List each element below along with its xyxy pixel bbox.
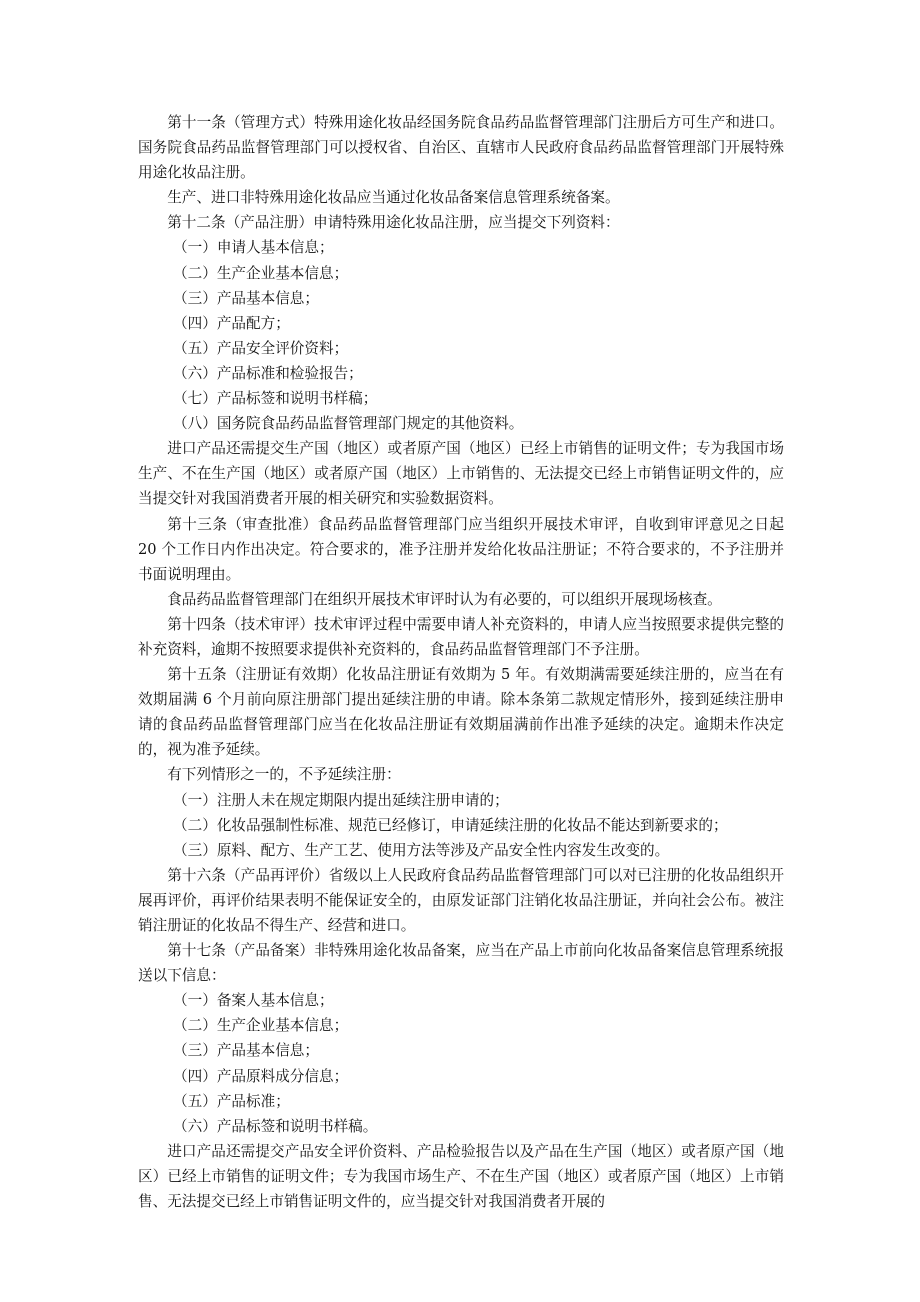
list-item: （六）产品标准和检验报告；	[173, 364, 363, 382]
list-item: （三）产品基本信息；	[173, 289, 319, 307]
non-renewal-intro-paragraph: 有下列情形之一的，不予延续注册：	[167, 766, 401, 784]
list-item: （一）注册人未在规定期限内提出延续注册申请的；	[173, 791, 509, 809]
filing-requirement-paragraph: 生产、进口非特殊用途化妆品应当通过化妆品备案信息管理系统备案。	[167, 189, 620, 207]
document-body	[138, 110, 784, 1214]
article-12-paragraph: 第十二条（产品注册）申请特殊用途化妆品注册，应当提交下列资料：	[167, 214, 620, 232]
article-14-paragraph: 第十四条（技术审评）技术审评过程中需要申请人补充资料的，申请人应当按照要求提供完整的补充资料，逾期不按照要求提供补充资料的，食品药品监督管理部门不予注册。	[138, 615, 784, 658]
list-item: （一）备案人基本信息；	[173, 992, 334, 1010]
article-13-paragraph: 第十三条（审查批准）食品药品监督管理部门应当组织开展技术审评，自收到审评意见之日起 20 个工作日内作出决定。符合要求的，准予注册并发给化妆品注册证；不符合要求的，不予注册并书面说明理由。	[138, 515, 784, 583]
import-filing-paragraph: 进口产品还需提交产品安全评价资料、产品检验报告以及产品在生产国（地区）或者原产国（地区）已经上市销售的证明文件；专为我国市场生产、不在生产国（地区）或者原产国（地区）上市销售、无法提交已经上市销售证明文件的，应当提交针对我国消费者开展的	[138, 1142, 784, 1211]
list-item: （四）产品配方；	[173, 314, 290, 332]
onsite-inspection-paragraph: 食品药品监督管理部门在组织开展技术审评时认为有必要的，可以组织开展现场核查。	[167, 590, 722, 608]
import-requirement-paragraph: 进口产品还需提交生产国（地区）或者原产国（地区）已经上市销售的证明文件；专为我国市场生产、不在生产国（地区）或者原产国（地区）上市销售的、无法提交已经上市销售证明文件的，应当提交针对我国消费者开展的相关研究和实验数据资料。	[138, 440, 784, 508]
list-item: （五）产品标准；	[173, 1092, 290, 1110]
list-item: （八）国务院食品药品监督管理部门规定的其他资料。	[173, 415, 524, 433]
list-item: （七）产品标签和说明书样稿；	[173, 390, 378, 408]
article-16-paragraph: 第十六条（产品再评价）省级以上人民政府食品药品监督管理部门可以对已注册的化妆品组织开展再评价，再评价结果表明不能保证安全的，由原发证部门注销化妆品注册证，并向社会公布。被注销注册证的化妆品不得生产、经营和进口。	[138, 866, 784, 934]
list-item: （二）生产企业基本信息；	[173, 264, 349, 282]
list-item: （四）产品原料成分信息；	[173, 1067, 349, 1085]
list-item: （六）产品标签和说明书样稿。	[173, 1117, 378, 1135]
list-item: （三）原料、配方、生产工艺、使用方法等涉及产品安全性内容发生改变的。	[173, 841, 670, 859]
article-15-paragraph: 第十五条（注册证有效期）化妆品注册证有效期为 5 年。有效期满需要延续注册的，应当在有效期届满 6 个月前向原注册部门提出延续注册的申请。除本条第二款规定情形外，接到延续注册申请的食品药品监督管理部门应当在化妆品注册证有效期届满前作出准予延续的决定。逾期未作决定的，视为准予延续。	[138, 666, 784, 759]
list-item: （一）申请人基本信息；	[173, 239, 334, 257]
article-11-paragraph: 第十一条（管理方式）特殊用途化妆品经国务院食品药品监督管理部门注册后方可生产和进口。国务院食品药品监督管理部门可以授权省、自治区、直辖市人民政府食品药品监督管理部门开展特殊用途化妆品注册。	[138, 114, 784, 182]
list-item: （三）产品基本信息；	[173, 1042, 319, 1060]
list-item: （二）化妆品强制性标准、规范已经修订，申请延续注册的化妆品不能达到新要求的；	[173, 816, 728, 834]
article-17-paragraph: 第十七条（产品备案）非特殊用途化妆品备案，应当在产品上市前向化妆品备案信息管理系统报送以下信息：	[138, 942, 784, 985]
list-item: （二）生产企业基本信息；	[173, 1017, 349, 1035]
list-item: （五）产品安全评价资料；	[173, 339, 349, 357]
